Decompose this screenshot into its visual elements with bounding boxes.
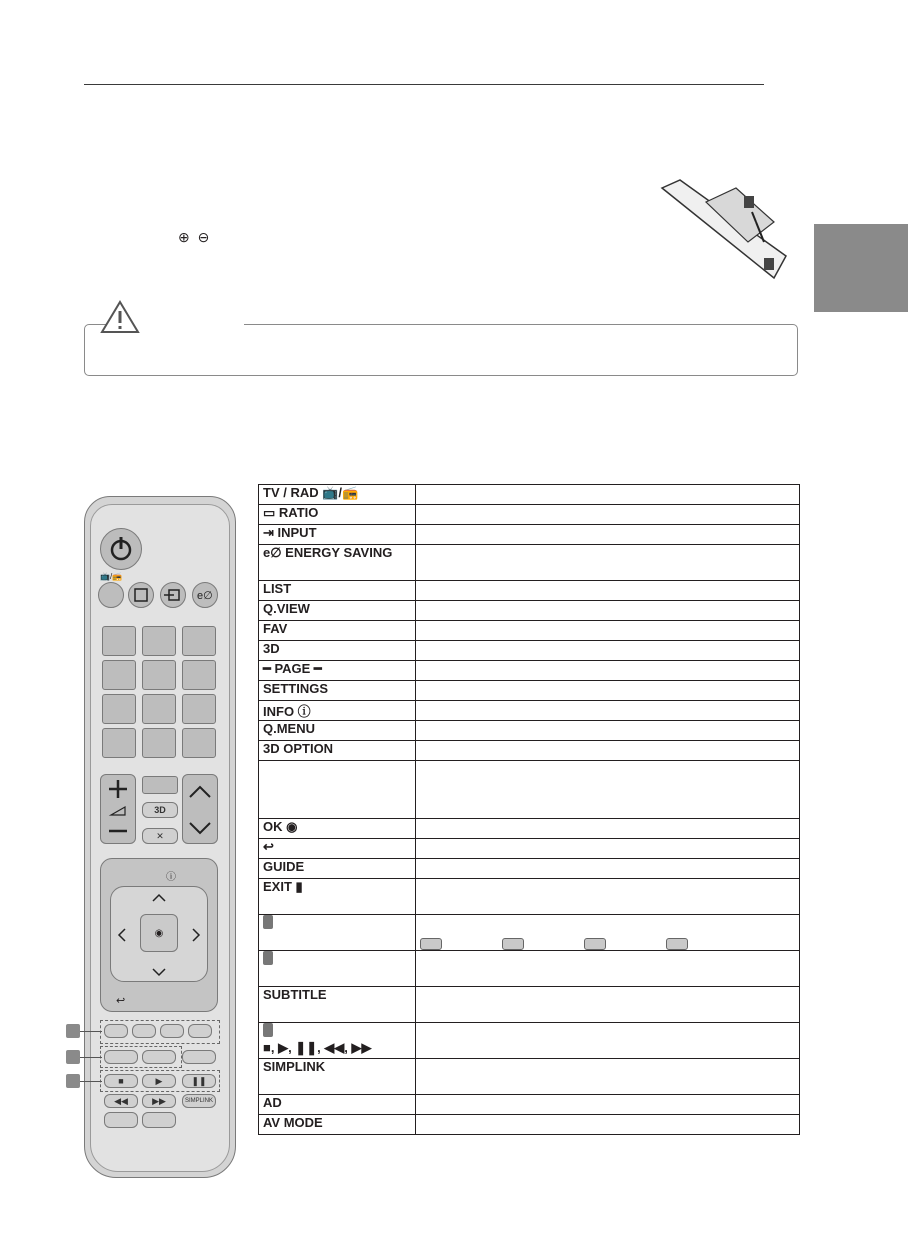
battery-polarity-marks: ⊕ ⊖ xyxy=(178,229,212,245)
blue-chip-icon xyxy=(666,938,688,950)
number-key[interactable] xyxy=(182,660,216,690)
info-icon: ⓘ xyxy=(166,872,176,883)
number-key[interactable] xyxy=(102,694,136,724)
button-description-table xyxy=(258,484,800,1135)
button-name-cell xyxy=(259,485,416,505)
button-name: SETTINGS xyxy=(263,681,329,696)
table-row xyxy=(259,545,800,581)
volume-icons xyxy=(101,775,135,843)
button-name-cell xyxy=(259,1023,416,1059)
button-description-cell xyxy=(416,741,800,761)
button-description-cell xyxy=(416,761,800,819)
table-row xyxy=(259,987,800,1023)
teletext-button[interactable] xyxy=(104,1050,138,1064)
button-name: ↩ xyxy=(263,839,274,854)
button-name: SIMPLINK xyxy=(263,1059,326,1074)
button-name: ■, ▶, ❚❚, ◀◀, ▶▶ xyxy=(263,1040,372,1055)
green-chip-icon xyxy=(502,938,524,950)
button-description-cell xyxy=(416,1095,800,1115)
fast-forward-button[interactable] xyxy=(142,1094,176,1108)
table-row xyxy=(259,1115,800,1135)
stop-icon: ■ xyxy=(118,1076,124,1086)
blue-button[interactable] xyxy=(188,1024,212,1038)
button-description-cell xyxy=(416,545,800,581)
page-arrows-icon xyxy=(183,775,217,843)
play-icon: ▶ xyxy=(155,1076,163,1086)
table-row xyxy=(259,951,800,987)
button-name-cell xyxy=(259,761,416,819)
button-name-cell xyxy=(259,581,416,601)
button-name-cell xyxy=(259,859,416,879)
red-chip-icon xyxy=(420,938,442,950)
callout-chip xyxy=(263,951,273,965)
button-name: FAV xyxy=(263,621,288,636)
caution-box-gap xyxy=(134,320,244,328)
tv-rad-label: 📺/📻 xyxy=(100,572,123,581)
q-view-button[interactable] xyxy=(182,728,216,758)
subtitle-button[interactable] xyxy=(142,1050,176,1064)
button-name: e∅ ENERGY SAVING xyxy=(263,545,393,560)
energy-saving-button[interactable] xyxy=(192,582,218,608)
table-row xyxy=(259,1059,800,1095)
button-name-cell xyxy=(259,915,416,951)
table-row xyxy=(259,681,800,701)
chapter-tab xyxy=(814,224,908,312)
table-row xyxy=(259,701,800,721)
button-name: SUBTITLE xyxy=(263,987,327,1002)
mute-button[interactable] xyxy=(142,828,178,844)
battery-cover-illustration xyxy=(656,178,796,282)
button-description-cell xyxy=(416,581,800,601)
button-description-cell xyxy=(416,859,800,879)
ratio-button[interactable] xyxy=(128,582,154,608)
callout-chip xyxy=(263,1023,273,1037)
button-name: ━ PAGE ━ xyxy=(263,661,322,676)
table-row xyxy=(259,741,800,761)
button-name-cell xyxy=(259,621,416,641)
button-name: ⇥ INPUT xyxy=(263,525,317,540)
button-name: AV MODE xyxy=(263,1115,323,1130)
button-description-cell xyxy=(416,525,800,545)
table-row xyxy=(259,819,800,839)
button-name-cell xyxy=(259,741,416,761)
rewind-icon: ◀◀ xyxy=(114,1096,128,1106)
button-name-cell xyxy=(259,951,416,987)
ratio-icon xyxy=(129,583,153,607)
pause-icon: ❚❚ xyxy=(191,1076,207,1086)
svg-text:e∅: e∅ xyxy=(197,590,213,602)
callout-chip xyxy=(263,915,273,929)
input-button[interactable] xyxy=(160,582,186,608)
button-name: TV / RAD 📺/📻 xyxy=(263,485,359,500)
button-name: Q.MENU xyxy=(263,721,315,736)
table-row xyxy=(259,915,800,951)
mute-icon: ✕ xyxy=(156,831,164,841)
table-row xyxy=(259,581,800,601)
button-name: LIST xyxy=(263,581,292,596)
button-name: 3D xyxy=(263,641,280,656)
warning-icon xyxy=(100,300,140,334)
button-name: EXIT ▮ xyxy=(263,879,303,894)
stop-button[interactable] xyxy=(104,1074,138,1088)
button-description-cell xyxy=(416,1023,800,1059)
power-button[interactable] xyxy=(100,528,142,570)
table-row xyxy=(259,859,800,879)
ad-button[interactable] xyxy=(104,1112,138,1128)
button-description-cell xyxy=(416,641,800,661)
power-icon xyxy=(101,529,141,569)
button-name: 3D OPTION xyxy=(263,741,334,756)
number-key[interactable] xyxy=(102,660,136,690)
simplink-button[interactable]: SIMPLINK xyxy=(182,1094,216,1108)
table-row xyxy=(259,761,800,819)
table-row xyxy=(259,661,800,681)
button-description-cell xyxy=(416,701,800,721)
green-button[interactable] xyxy=(132,1024,156,1038)
button-description-cell xyxy=(416,505,800,525)
table-row xyxy=(259,839,800,859)
button-name: AD xyxy=(263,1095,282,1110)
button-description-cell xyxy=(416,1115,800,1135)
ok-button[interactable]: ◉ xyxy=(140,914,178,952)
number-key[interactable] xyxy=(142,660,176,690)
button-name: GUIDE xyxy=(263,859,305,874)
button-name-cell xyxy=(259,1059,416,1095)
av-mode-button[interactable] xyxy=(142,1112,176,1128)
button-name-cell xyxy=(259,661,416,681)
yellow-chip-icon xyxy=(584,938,606,950)
option-button[interactable] xyxy=(182,1050,216,1064)
button-description-cell xyxy=(416,721,800,741)
button-description-cell xyxy=(416,951,800,987)
button-name: OK ◉ xyxy=(263,819,298,834)
page-rocker[interactable] xyxy=(182,774,218,844)
button-description-cell xyxy=(416,839,800,859)
3d-button[interactable]: 3D xyxy=(142,802,178,818)
button-name-cell xyxy=(259,601,416,621)
button-name-cell xyxy=(259,721,416,741)
button-description-cell xyxy=(416,819,800,839)
button-name-cell xyxy=(259,701,416,721)
table-row xyxy=(259,621,800,641)
table-row xyxy=(259,879,800,915)
button-name: Q.VIEW xyxy=(263,601,310,616)
button-name-cell xyxy=(259,505,416,525)
pause-button[interactable] xyxy=(182,1074,216,1088)
button-name-cell xyxy=(259,1115,416,1135)
volume-rocker[interactable] xyxy=(100,774,136,844)
button-description-cell xyxy=(416,1059,800,1095)
button-description-cell xyxy=(416,485,800,505)
callout-marker xyxy=(66,1024,80,1038)
button-name-cell xyxy=(259,1095,416,1115)
fav-button[interactable] xyxy=(142,776,178,794)
table-row xyxy=(259,485,800,505)
button-name-cell xyxy=(259,525,416,545)
button-name-cell xyxy=(259,879,416,915)
caution-box xyxy=(84,324,798,376)
button-name-cell xyxy=(259,545,416,581)
red-button[interactable] xyxy=(104,1024,128,1038)
table-row xyxy=(259,505,800,525)
table-row xyxy=(259,1023,800,1059)
callout-line xyxy=(80,1031,102,1032)
list-button[interactable] xyxy=(102,728,136,758)
number-key[interactable] xyxy=(182,694,216,724)
callout-line xyxy=(80,1081,102,1082)
button-description-cell xyxy=(416,601,800,621)
button-name: ▭ RATIO xyxy=(263,505,319,520)
button-name: INFO ⓘ xyxy=(263,704,311,719)
number-key[interactable] xyxy=(182,626,216,656)
button-description-cell xyxy=(416,879,800,915)
button-name-cell xyxy=(259,839,416,859)
back-icon: ↩ xyxy=(116,995,126,1007)
button-name-cell xyxy=(259,641,416,661)
button-description-cell xyxy=(416,661,800,681)
table-row xyxy=(259,601,800,621)
energy-saving-icon xyxy=(193,583,217,607)
tv-rad-button[interactable] xyxy=(98,582,124,608)
button-description-cell xyxy=(416,621,800,641)
button-name-cell xyxy=(259,819,416,839)
rewind-button[interactable] xyxy=(104,1094,138,1108)
yellow-button[interactable] xyxy=(160,1024,184,1038)
table-row xyxy=(259,1095,800,1115)
number-key[interactable] xyxy=(142,626,176,656)
fast-forward-icon: ▶▶ xyxy=(152,1096,166,1106)
number-key[interactable] xyxy=(142,694,176,724)
number-key[interactable] xyxy=(102,626,136,656)
input-icon xyxy=(161,583,185,607)
button-name-cell xyxy=(259,987,416,1023)
number-key[interactable] xyxy=(142,728,176,758)
callout-line xyxy=(80,1057,102,1058)
table-row xyxy=(259,525,800,545)
button-description-cell xyxy=(416,681,800,701)
button-name-cell xyxy=(259,681,416,701)
table-row xyxy=(259,721,800,741)
button-description-cell xyxy=(416,915,800,951)
header-rule xyxy=(84,84,764,85)
callout-marker xyxy=(66,1050,80,1064)
play-button[interactable] xyxy=(142,1074,176,1088)
callout-marker xyxy=(66,1074,80,1088)
button-description-cell xyxy=(416,987,800,1023)
table-row xyxy=(259,641,800,661)
